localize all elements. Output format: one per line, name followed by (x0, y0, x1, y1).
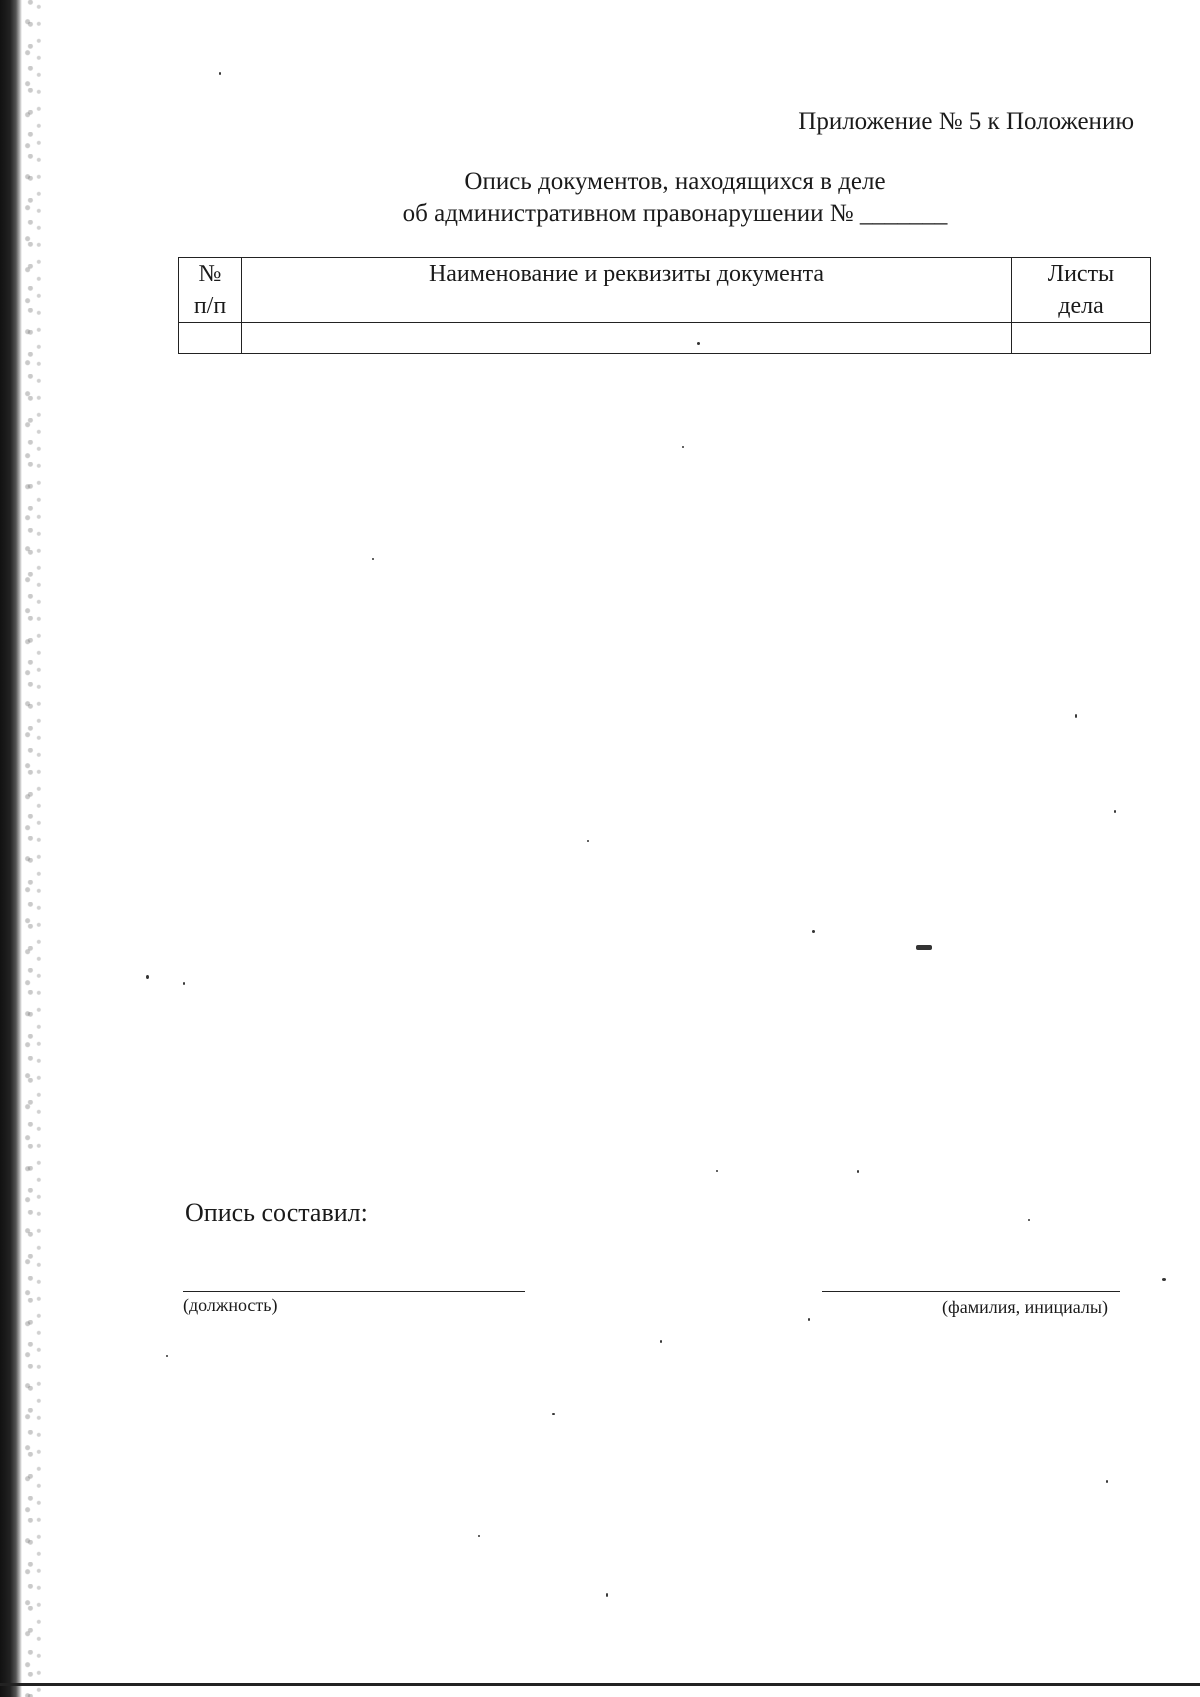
scan-speck (1106, 1480, 1108, 1483)
header-name-label: Наименование и реквизиты документа (428, 261, 825, 287)
scan-speck (219, 72, 221, 75)
scan-speck (1075, 714, 1077, 718)
scan-speck (372, 558, 374, 560)
scan-bottom-edge (0, 1683, 1200, 1686)
header-num-line1: № (198, 261, 222, 287)
position-signature-line[interactable] (183, 1291, 525, 1292)
cell-num[interactable] (179, 323, 242, 354)
header-sheets (1012, 258, 1151, 323)
scan-speck (916, 945, 932, 950)
cell-name[interactable] (242, 323, 1012, 354)
table-row (179, 323, 1151, 354)
header-sheets-line1: Листы (1047, 261, 1115, 287)
position-caption: (должность) (183, 1295, 278, 1315)
document-title (0, 166, 1200, 230)
scan-speck (812, 930, 815, 933)
scan-speck (166, 1355, 168, 1357)
header-name (242, 258, 1012, 323)
header-num (179, 258, 242, 323)
scan-edge-noise (22, 0, 50, 1697)
scan-speck (716, 1170, 718, 1172)
compiled-by-label: Опись составил: (185, 1198, 368, 1227)
header-num-line2: п/п (193, 293, 227, 319)
scan-speck (682, 446, 684, 448)
scan-speck (478, 1535, 480, 1537)
scan-speck (857, 1170, 859, 1173)
scan-speck (552, 1413, 555, 1415)
documents-table (178, 257, 1151, 354)
cell-sheets[interactable] (1012, 323, 1151, 354)
scan-speck (183, 982, 185, 985)
scan-edge-shadow (0, 0, 22, 1697)
scan-speck (1028, 1219, 1030, 1221)
scan-speck (1162, 1278, 1166, 1281)
scan-speck (697, 342, 700, 345)
scan-speck (606, 1593, 608, 1597)
scan-speck (146, 975, 149, 979)
header-sheets-line2: дела (1058, 293, 1104, 319)
attachment-label: Приложение № 5 к Положению (798, 108, 1134, 135)
scan-speck (808, 1318, 810, 1321)
scan-speck (587, 840, 589, 842)
name-caption: (фамилия, инициалы) (942, 1297, 1108, 1317)
scan-speck (660, 1340, 662, 1343)
title-line-1: Опись документов, находящихся в деле (464, 168, 886, 195)
title-line-2: об административном правонарушении № _______ (402, 200, 948, 227)
table-header-row (179, 258, 1151, 323)
name-signature-line[interactable] (822, 1291, 1120, 1292)
scan-speck (1114, 810, 1116, 813)
